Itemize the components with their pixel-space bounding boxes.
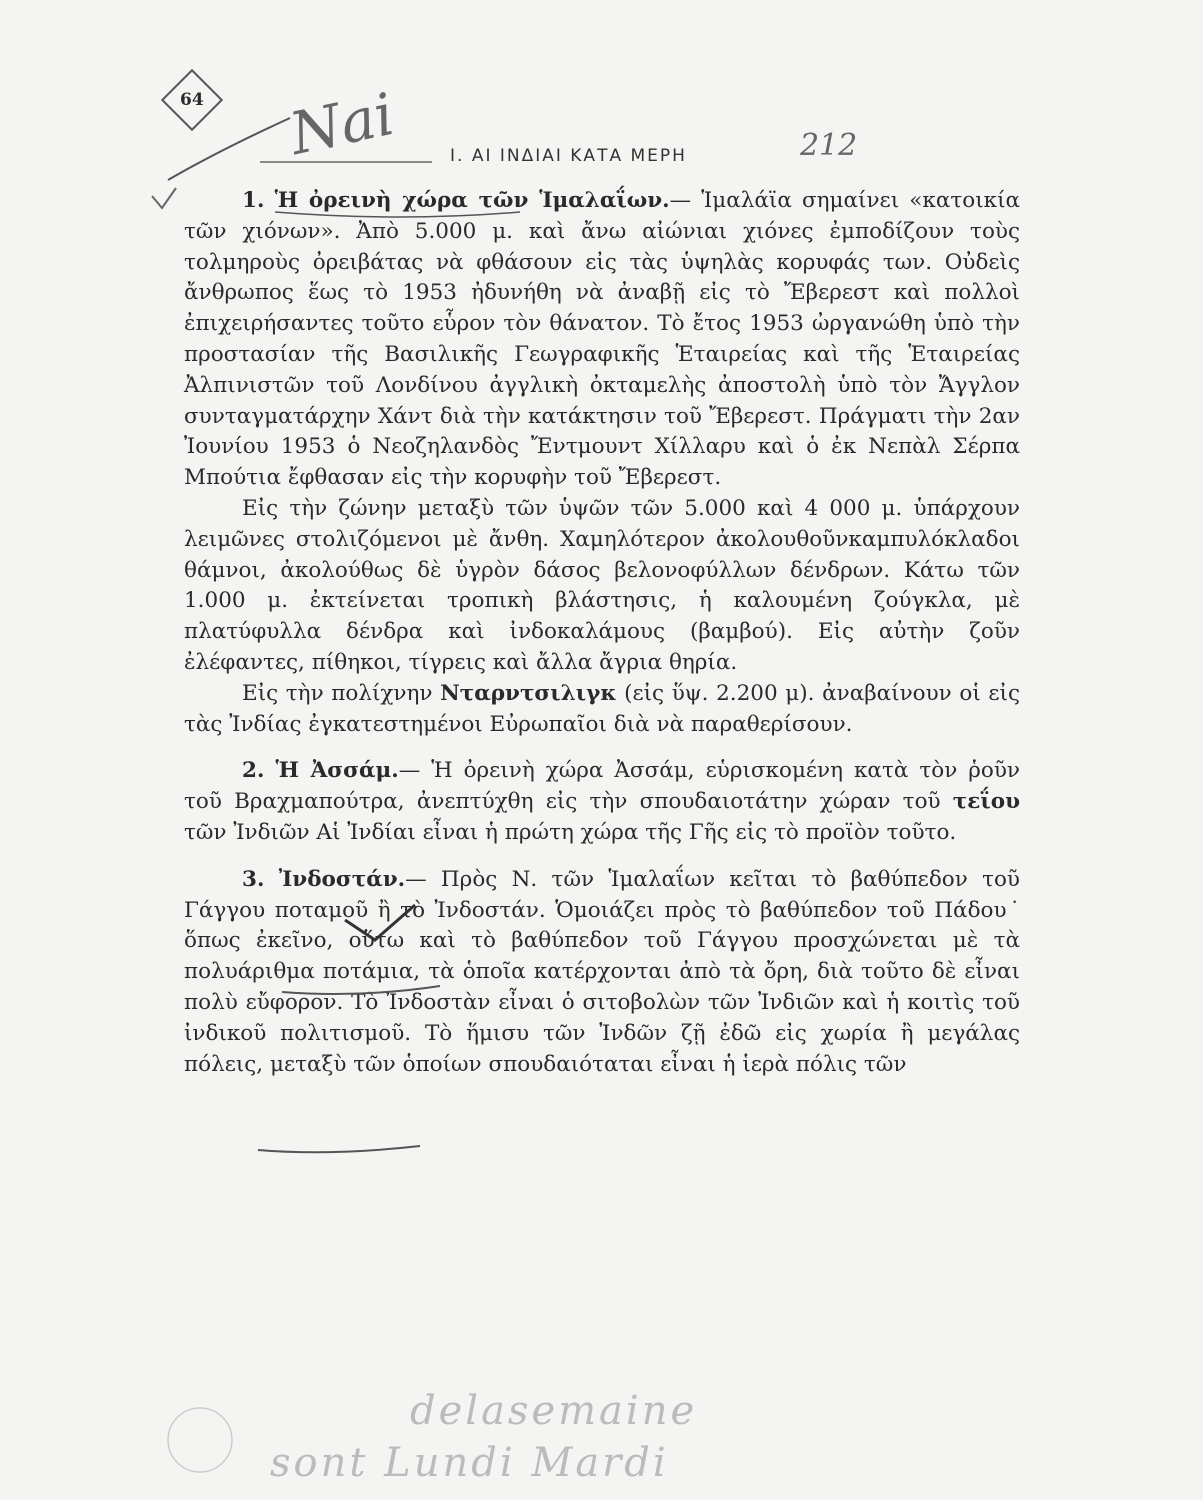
section-body: — Πρὸς Ν. τῶν Ἱμαλαΐων κεῖται τὸ βαθύπεδον τοῦ Γάγγου ποταμοῦ ἢ τὸ Ἰνδοστάν. Ὁμοιάζει πρὸς τὸ βαθύπεδον τοῦ Πάδου˙ ὅπως ἐκεῖνο, οὕτω καὶ τὸ βαθύπεδον τοῦ Γάγγου προσχώνεται μὲ τὰ πολυάριθμα ποτάμια, τὰ ὁποῖα κατέρχονται ἀπὸ τὰ ὄρη, διὰ τοῦτο δὲ εἶναι πολὺ εὔφορον. Τὸ Ἰνδοστὰν εἶναι ὁ σιτοβολὼν τῶν Ἰνδιῶν καὶ ἡ κοιτὶς τοῦ ἰνδικοῦ πολιτισμοῦ. Τὸ ἥμισυ τῶν Ἰνδῶν ζῇ ἐδῶ εἰς χωρία ἢ μεγάλας πόλεις, μεταξὺ τῶν ὁποίων σπουδαιόταται εἶναι ἡ ἱερὰ πόλις τῶν	[184, 866, 1020, 1077]
page-number-text: 64	[180, 89, 204, 110]
bold-term: Νταρντσιλιγκ	[440, 680, 617, 706]
pencil-stroke	[168, 118, 290, 180]
body-text	[184, 186, 1020, 1080]
handwritten-bottom-line-2: sont Lundi Mardi	[270, 1440, 669, 1486]
section-2	[184, 756, 1020, 848]
check-mark	[152, 188, 176, 208]
running-head: Ι. ΑΙ ΙΝΔΙΑΙ ΚΑΤΑ ΜΕΡΗ	[450, 146, 687, 166]
sketch-face	[168, 1408, 232, 1472]
section-title: Ἡ Ἀσσάμ.	[275, 758, 399, 784]
section-1	[184, 186, 1020, 494]
handwritten-bottom-line-1: delasemaine	[410, 1388, 698, 1434]
paragraph-vegetation	[184, 494, 1020, 679]
handwritten-nai: Nai	[284, 79, 400, 169]
bold-term: τεΐου	[952, 789, 1020, 815]
section-body: — Ἱμαλάϊα σημαίνει «κατοικία τῶν χιόνων». Ἀπὸ 5.000 μ. καὶ ἄνω αἰώνιαι χιόνες ἐμποδίζουν τοὺς τολμηροὺς ὀρειβάτας νὰ φθάσουν εἰς τὰς ὑψηλὰς κορυφάς των. Οὐδεὶς ἄνθρωπος ἕως τὸ 1953 ἠδυνήθη νὰ ἀναβῇ εἰς τὸ Ἔβερεστ καὶ πολλοὶ ἐπιχειρήσαντες τοῦτο εὗρον τὸν θάνατον. Τὸ ἔτος 1953 ὠργανώθη ὑπὸ τὴν προστασίαν τῆς Βασιλικῆς Γεωγραφικῆς Ἑταιρείας καὶ τῆς Ἑταιρείας Ἀλπινιστῶν τοῦ Λονδίνου ἀγγλικὴ ὀκταμελὴς ἀποστολὴ ὑπὸ τὸν Ἄγγλον συνταγματάρχην Χάντ διὰ τὴν κατάκτησιν τοῦ Ἔβερεστ. Πράγματι τὴν 2αν Ἰουνίου 1953 ὁ Νεοζηλανδὸς Ἔντμουντ Χίλλαρυ καὶ ὁ ἐκ Νεπὰλ Σέρπα Μπούτια ἔφθασαν εἰς τὴν κορυφὴν τοῦ Ἔβερεστ.	[184, 188, 1021, 491]
handwritten-number: 212	[800, 128, 858, 163]
section-body: τῶν Ἰνδιῶν Αἱ Ἰνδίαι εἶναι ἡ πρώτη χώρα τῆς Γῆς εἰς τὸ προϊὸν τοῦτο.	[184, 819, 957, 845]
section-title: Ἡ ὀρεινὴ χώρα τῶν Ἱμαλαΐων.	[274, 188, 670, 213]
paragraph-text: (εἰς ὕψ. 2.200 μ). ἀναβαίνουν οἱ εἰς τὰς Ἰνδίας ἐγκατεστημένοι Εὐρωπαῖοι διὰ νὰ παραθερίσουν.	[184, 680, 1020, 737]
paragraph-text: Εἰς τὴν πολίχνην	[242, 680, 441, 706]
section-title: Ἰνδοστάν.	[278, 866, 406, 892]
section-number: 2.	[242, 758, 265, 784]
section-body: — Ἡ ὀρεινὴ χώρα Ἀσσάμ, εὑρισκομένη κατὰ τὸν ῥοῦν τοῦ Βραχμαπούτρα, ἀνεπτύχθη εἰς τὴν σπουδαιοτάτην χώραν τοῦ	[184, 758, 1020, 815]
page-number	[161, 69, 223, 131]
paragraph-darjeeling	[184, 679, 1020, 741]
underline	[258, 1146, 420, 1152]
section-number: 1.	[242, 188, 265, 213]
section-3	[184, 865, 1020, 1081]
paragraph-body: Εἰς τὴν ζώνην μεταξὺ τῶν ὑψῶν τῶν 5.000 καὶ 4 000 μ. ὑπάρχουν λειμῶνες στολιζόμενοι μὲ ἄνθη. Χαμηλότερον ἀκολουθοῦνκαμπυλόκλαδοι θάμνοι, ἀκολούθως δὲ ὑγρὸν δάσος βελονοφύλλων δένδρων. Κάτω τῶν 1.000 μ. ἐκτείνεται τροπικὴ βλάστησις, ἡ καλουμένη ζούγκλα, μὲ πλατύφυλλα δένδρα καὶ ἰνδοκαλάμους (βαμβού). Εἰς αὐτὴν ζοῦν ἐλέφαντες, πίθηκοι, τίγρεις καὶ ἄλλα ἄγρια θηρία.	[184, 495, 1020, 675]
section-number: 3.	[242, 866, 265, 892]
